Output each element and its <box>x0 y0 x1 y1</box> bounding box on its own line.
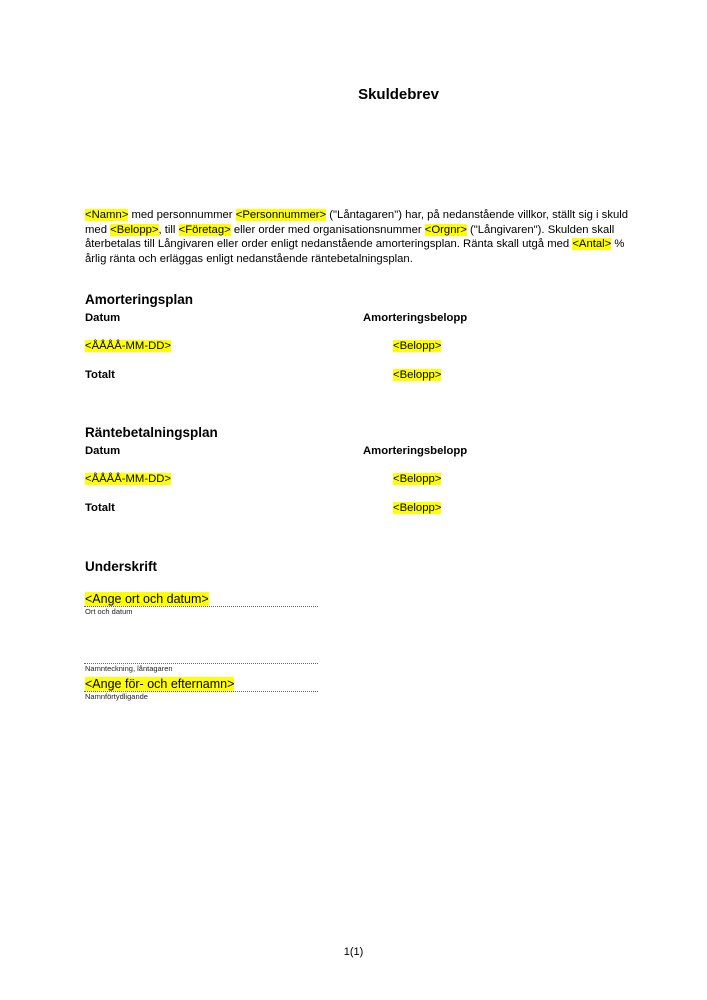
amortization-col-amount: Amorteringsbelopp <box>363 312 468 324</box>
interest-col-amount: Amorteringsbelopp <box>363 445 468 457</box>
interest-date-field[interactable]: <ÅÅÅÅ-MM-DD> <box>85 473 171 485</box>
amortization-total-label: Totalt <box>85 369 115 381</box>
amortization-date-field[interactable]: <ÅÅÅÅ-MM-DD> <box>85 340 171 352</box>
name-field[interactable]: <Ange för- och efternamn> <box>85 677 235 691</box>
place-date-row <box>85 592 318 606</box>
field-personnummer[interactable]: <Personnummer> <box>235 209 327 221</box>
amortization-heading: Amorteringsplan <box>85 292 194 307</box>
amortization-total-amount <box>393 369 441 381</box>
name-row <box>85 677 318 691</box>
page-number: 1(1) <box>343 946 364 958</box>
intro-paragraph <box>85 208 630 266</box>
name-caption: Namnförtydligande <box>85 692 148 701</box>
intro-text-5: ("Långivaren"). Skulden skall återbetalas till Långivaren eller order enligt nedanstående amorteringsplan. Ränta skall utgå med <box>85 223 615 250</box>
interest-total-amount <box>393 502 441 514</box>
interest-row-date <box>85 473 171 485</box>
intro-text-6: % årlig ränta och erläggas enligt nedanstående räntebetalningsplan. <box>85 238 625 265</box>
intro-text-3: , till <box>158 223 179 236</box>
signature-caption: Namnteckning, låntagaren <box>85 664 173 673</box>
place-date-field[interactable]: <Ange ort och datum> <box>85 592 209 606</box>
amortization-row-amount <box>393 340 441 352</box>
intro-text-2: ("Låntagaren") har, på nedanstående villkor, ställt sig i skuld med <box>85 209 629 236</box>
intro-text-4: eller order med organisationsnummer <box>230 223 425 236</box>
interest-total-label: Totalt <box>85 502 115 514</box>
amortization-row-date <box>85 340 171 352</box>
field-foretag[interactable]: <Företag> <box>178 223 231 236</box>
amortization-col-date: Datum <box>85 312 121 324</box>
field-orgnr[interactable]: <Orgnr> <box>424 223 467 236</box>
intro-text-1: med personnummer <box>128 209 236 221</box>
place-date-caption: Ort och datum <box>85 607 133 616</box>
interest-col-date: Datum <box>85 445 121 457</box>
field-namn[interactable]: <Namn> <box>85 209 129 221</box>
interest-total-field[interactable]: <Belopp> <box>393 502 442 514</box>
amortization-amount-field[interactable]: <Belopp> <box>393 340 442 352</box>
amortization-total-field[interactable]: <Belopp> <box>393 369 442 381</box>
field-belopp[interactable]: <Belopp> <box>110 223 159 236</box>
signature-heading: Underskrift <box>85 559 158 574</box>
document-title: Skuldebrev <box>358 86 439 103</box>
interest-heading: Räntebetalningsplan <box>85 425 218 440</box>
field-antal[interactable]: <Antal> <box>572 238 612 250</box>
interest-row-amount <box>393 473 441 485</box>
interest-amount-field[interactable]: <Belopp> <box>393 473 442 485</box>
